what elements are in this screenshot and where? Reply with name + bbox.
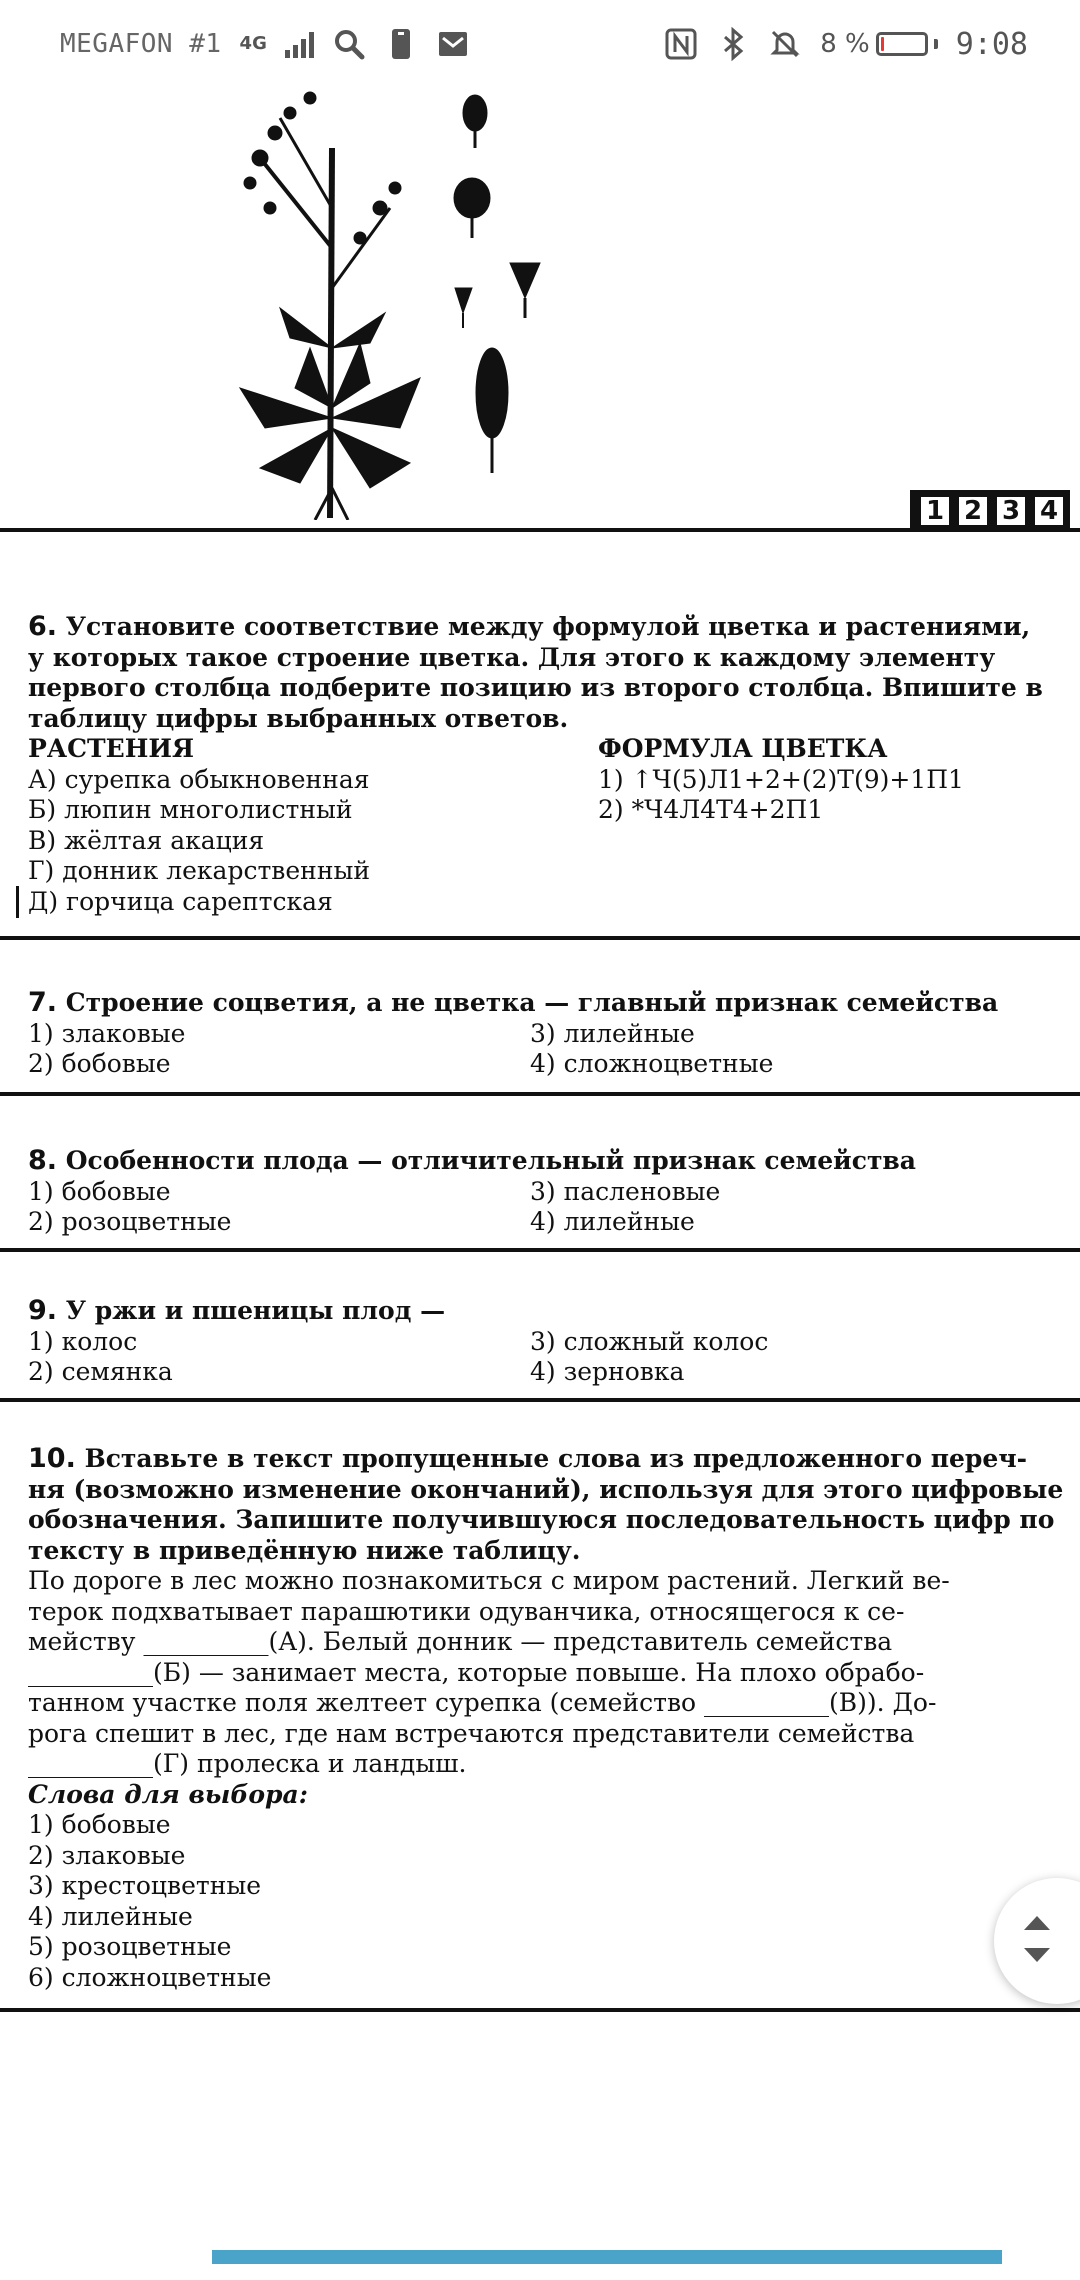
passage-line: __________(Г) пролеска и ландыш. xyxy=(28,1749,467,1778)
question-10-line: ня (возможно изменение окончаний), используя для этого цифровые xyxy=(28,1474,1064,1504)
battery-percent: 8 % xyxy=(820,29,870,59)
word-choice: 6) сложноцветные xyxy=(28,1962,272,1992)
page-number-boxes xyxy=(918,494,1066,528)
question-10-body xyxy=(28,1566,1058,1993)
page-number-box: 1 xyxy=(918,494,952,528)
answer-option: 4) лилейные xyxy=(530,1207,695,1236)
question-8-number: 8. xyxy=(28,1145,58,1176)
signal-icon xyxy=(285,30,314,58)
plant-option: Г) донник лекарственный xyxy=(28,856,371,885)
margin-mark xyxy=(16,886,19,918)
answer-option: 2) семянка xyxy=(28,1357,173,1386)
passage-line: терок подхватывает парашютики одуванчика, относящегося к се- xyxy=(28,1596,905,1626)
battery-indicator xyxy=(820,29,938,59)
answer-option: 1) злаковые xyxy=(28,1018,186,1048)
battery-icon xyxy=(876,32,928,56)
carrier-label: MEGAFON #1 xyxy=(60,29,222,59)
question-6-table xyxy=(28,734,1058,917)
passage-line: По дороге в лес можно познакомиться с миром растений. Легкий ве- xyxy=(28,1566,950,1595)
status-bar xyxy=(0,0,1080,88)
question-10-number: 10. xyxy=(28,1443,76,1474)
plant-illustration-image xyxy=(220,88,560,520)
page-number-box: 3 xyxy=(994,494,1028,528)
textbook-page xyxy=(0,88,1080,2280)
plants-header: РАСТЕНИЯ xyxy=(28,734,195,763)
answer-option: 1) бобовые xyxy=(28,1176,171,1206)
question-6-line: у которых такое строение цветка. Для этого к каждому элементу xyxy=(28,642,996,672)
question-9-number: 9. xyxy=(28,1295,58,1326)
question-9 xyxy=(28,1296,1058,1388)
question-6-line: таблицу цифры выбранных ответов. xyxy=(28,703,569,733)
section-divider xyxy=(0,2008,1080,2012)
word-choice: 2) злаковые xyxy=(28,1840,186,1870)
chevron-up-icon xyxy=(1024,1916,1050,1930)
question-6-number: 6. xyxy=(28,611,58,642)
question-10-prompt xyxy=(28,1443,1064,1566)
passage-line: мейству __________(А). Белый донник — представитель семейства xyxy=(28,1627,893,1656)
answer-option: 2) розоцветные xyxy=(28,1207,232,1236)
chevron-down-icon xyxy=(1024,1948,1050,1962)
word-choice: 3) крестоцветные xyxy=(28,1871,262,1900)
passage-line: рога спешит в лес, где нам встречаются представители семейства xyxy=(28,1718,915,1748)
clock: 9:08 xyxy=(955,26,1028,62)
plant-option: А) сурепка обыкновенная xyxy=(28,764,370,794)
question-7 xyxy=(28,988,1058,1080)
section-divider xyxy=(0,1398,1080,1402)
formula-option: 2) *Ч4Л4Т4+2П1 xyxy=(598,795,824,824)
section-divider xyxy=(0,1248,1080,1252)
scroll-progress-bar xyxy=(212,2250,1002,2264)
page-number-box: 4 xyxy=(1032,494,1066,528)
question-8 xyxy=(28,1146,1058,1238)
passage-line: танном участке поля желтеет сурепка (семейство __________(В)). До- xyxy=(28,1688,937,1717)
answer-option: 2) бобовые xyxy=(28,1049,171,1078)
mute-icon xyxy=(768,27,802,61)
mail-icon xyxy=(436,27,470,61)
question-9-text: У ржи и пшеницы плод — xyxy=(65,1296,446,1325)
question-7-text: Строение соцветия, а не цветка — главный признак семейства xyxy=(65,988,999,1017)
question-10-line: обозначения. Запишите получившуюся последовательность цифр по xyxy=(28,1505,1055,1534)
section-divider xyxy=(0,528,1080,532)
word-choice: 1) бобовые xyxy=(28,1810,171,1839)
question-6-line: Установите соответствие между формулой цветка и растениями, xyxy=(65,612,1031,641)
word-choice: 5) розоцветные xyxy=(28,1932,232,1961)
search-icon xyxy=(332,27,366,61)
answer-option: 1) колос xyxy=(28,1326,138,1356)
question-10-line: Вставьте в текст пропущенные слова из предложенного переч- xyxy=(84,1444,1027,1473)
answer-option: 3) пасленовые xyxy=(530,1176,721,1206)
question-10-line: тексту в приведённую ниже таблицу. xyxy=(28,1535,581,1565)
plant-option: В) жёлтая акация xyxy=(28,825,265,855)
bluetooth-icon xyxy=(716,27,750,61)
answer-option: 3) сложный колос xyxy=(530,1326,769,1356)
network-type: 4G xyxy=(239,33,267,54)
word-choice: 4) лилейные xyxy=(28,1901,193,1931)
answer-option: 4) сложноцветные xyxy=(530,1049,774,1078)
answer-option: 4) зерновка xyxy=(530,1357,685,1386)
formula-option: 1) ↑Ч(5)Л1+2+(2)Т(9)+1П1 xyxy=(598,764,964,794)
question-7-number: 7. xyxy=(28,987,58,1018)
nfc-icon xyxy=(664,27,698,61)
answer-option: 3) лилейные xyxy=(530,1018,695,1048)
plant-option: Д) горчица сарептская xyxy=(28,886,333,916)
page-number-box: 2 xyxy=(956,494,990,528)
section-divider xyxy=(0,1092,1080,1096)
formula-header: ФОРМУЛА ЦВЕТКА xyxy=(598,734,888,763)
choices-header: Слова для выбора: xyxy=(28,1779,308,1809)
question-6-line: первого столбца подберите позицию из второго столбца. Впишите в xyxy=(28,673,1043,702)
question-6-prompt xyxy=(28,612,1058,734)
question-8-text: Особенности плода — отличительный признак семейства xyxy=(65,1146,916,1175)
phone-icon xyxy=(384,27,418,61)
plant-option: Б) люпин многолистный xyxy=(28,795,353,824)
plant-drawing xyxy=(220,88,560,520)
passage-line: __________(Б) — занимает места, которые повыше. На плохо обрабо- xyxy=(28,1657,925,1687)
section-divider xyxy=(0,936,1080,940)
